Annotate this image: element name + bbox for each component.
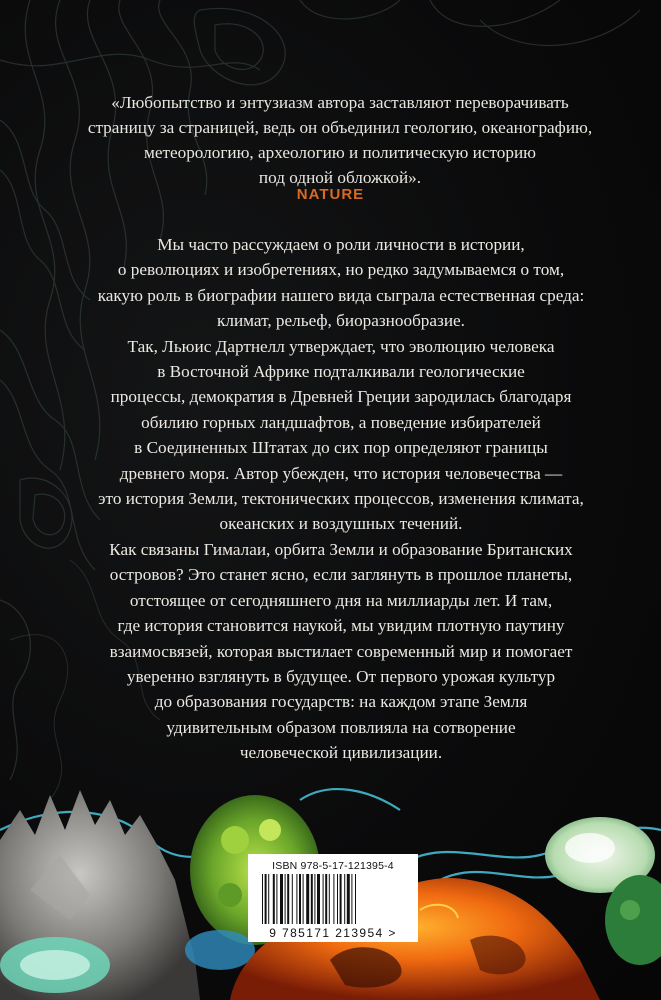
description-line: где история становится наукой, мы увидим плотную паутину <box>117 616 565 636</box>
quote-line: страницу за страницей, ведь он объединил геологию, океанографию, <box>87 118 593 137</box>
description-line: древнего моря. Автор убежден, что история человечества — <box>119 463 563 483</box>
rock-mountain <box>0 790 200 1000</box>
description-line: Мы часто рассуждаем о роли личности в истории, <box>157 235 525 254</box>
description-line: это история Земли, тектонических процессов, изменения климата, <box>98 489 584 509</box>
description-line: отстоящее от сегодняшнего дня на миллиарды лет. И там, <box>129 590 553 610</box>
quote-line: «Любопытство и энтузиазм автора заставляют переворачивать <box>111 93 569 112</box>
description-line: уверенно взглянуть в будущее. От первого урожая культур <box>126 666 556 686</box>
description-line: до образования государств: на каждом этапе Земля <box>154 692 528 712</box>
description-line: Так, Льюис Дартнелл утверждает, что эволюцию человека <box>127 336 555 356</box>
barcode-digits: 9 785171 213954 > <box>269 926 397 940</box>
book-description <box>58 232 624 766</box>
isbn-number: ISBN 978-5-17-121395-4 <box>272 860 394 872</box>
description-line: удивительным образом повлияла на сотворение <box>166 717 516 737</box>
barcode-image <box>260 874 406 926</box>
description-line: обилию горных ландшафтов, а поведение избирателей <box>141 412 541 432</box>
quote-line: под одной обложкой». <box>258 168 422 187</box>
isbn-barcode-label <box>248 854 418 942</box>
description-line: океанских и воздушных течений. <box>219 514 463 534</box>
description-line: процессы, демократия в Древней Греции зародилась благодаря <box>110 387 572 407</box>
description-line: человеческой цивилизации. <box>239 743 443 763</box>
description-line: островов? Это станет ясно, если заглянуть в прошлое планеты, <box>109 565 573 585</box>
description-line: Как связаны Гималаи, орбита Земли и образование Британских <box>109 539 573 559</box>
description-line: о революциях и изобретениях, но редко задумываемся о том, <box>117 260 565 280</box>
description-line: взаимосвязей, которая выстилает современный мир и помогает <box>109 641 573 661</box>
description-line: какую роль в биографии нашего вида сыграла естественная среда: <box>97 285 585 305</box>
description-line: в Восточной Африке подталкивали геологические <box>157 362 525 382</box>
quote-line: метеорологию, археологию и политическую историю <box>143 143 537 162</box>
quote-source: NATURE <box>296 186 365 203</box>
description-line: в Соединенных Штатах до сих пор определяют границы <box>134 438 548 458</box>
review-quote <box>60 90 620 190</box>
description-line: климат, рельеф, биоразнообразие. <box>217 311 465 331</box>
